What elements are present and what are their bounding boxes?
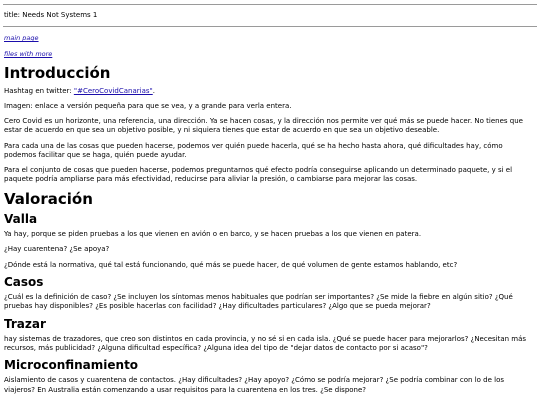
trazar-paragraph-1: hay sistemas de trazadores, que creo son distintos en cada provincia, y no sé si en cada isla. ¿Qué se puede hacer para mejorarlos? ¿Necesitan más recursos, más publicidad? ¿Alguna dificultad específica? ¿Alguna idea del tipo de "dejar datos de contacto por si acaso"? [4,334,527,352]
intro-paragraph-1: Cero Covid es un horizonte, una referencia, una dirección. Ya se hacen cosas, y la dirección nos permite ver qué más se puede hacer. No tienes que estar de acuerdo en que sea un objetivo posible, y ni siquiera tienes que estar de acuerdo en que sea un objetivo deseable. [4,117,523,135]
micro-paragraph-1: Aislamiento de casos y cuarentena de contactos. ¿Hay dificultades? ¿Hay apoyo? ¿Cómo se podría mejorar? ¿Se podría combinar con lo de los viajeros? En Australia están comenzando a usar requisitos para la cuarentena en los tres. ¿Se dispone? [4,376,505,394]
hashtag-suffix: . [152,86,155,95]
heading-introduccion: Introducción [4,64,111,83]
heading-valla: Valla [4,212,38,227]
intro-paragraph-3: Para el conjunto de cosas que pueden hacerse, podemos preguntarnos qué efecto podría conseguirse aplicando un determinado paquete, y si el paquete podría ampliarse para más efectividad, reducirse para aliviar la presión, o cambiarse para mejorar las cosas. [4,166,513,184]
main-page-link[interactable]: main page [4,34,39,42]
image-paragraph: Imagen: enlace a versión pequeña para que se vea, y a grande para verla entera. [4,101,292,110]
heading-microconfinamiento: Microconfinamiento [4,358,139,373]
hashtag-prefix: Hashtag en twitter: [4,86,74,95]
heading-trazar: Trazar [4,316,46,331]
valla-paragraph-3: ¿Dónde está la normativa, qué tal está funcionando, qué más se puede hacer, de qué volumen de gente estamos hablando, etc? [4,260,458,269]
title-rule [3,26,537,27]
casos-paragraph-1: ¿Cuál es la definición de caso? ¿Se incluyen los síntomas menos habituales que podrían ser importantes? ¿Se mide la fiebre en algún sitio? ¿Qué pruebas hay disponibles? ¿Es posible hacerlas con facilidad? ¿Hay dificultades particulares? ¿Algo que se pueda mejorar? [4,293,513,311]
valla-paragraph-1: Ya hay, porque se piden pruebas a los que vienen en avión o en barco, y se hacen pruebas a los que vienen en patera. [4,230,422,239]
intro-paragraph-2: Para cada una de las cosas que pueden hacerse, podemos ver quién puede hacerla, qué se ha hecho hasta ahora, qué dificultades hay, cómo podemos facilitar que se haga, quién puede ayudar. [4,141,503,159]
content [4,34,532,401]
heading-valoracion: Valoración [4,189,93,208]
hashtag-paragraph [4,87,532,96]
top-rule [3,4,537,5]
files-with-more-link[interactable]: files with more [4,49,53,58]
valla-paragraph-2: ¿Hay cuarentena? ¿Se apoya? [4,245,110,254]
hashtag-link[interactable]: "#CeroCovidCanarias" [73,86,153,95]
heading-casos: Casos [4,274,44,289]
page-title: title: Needs Not Systems 1 [4,11,98,19]
